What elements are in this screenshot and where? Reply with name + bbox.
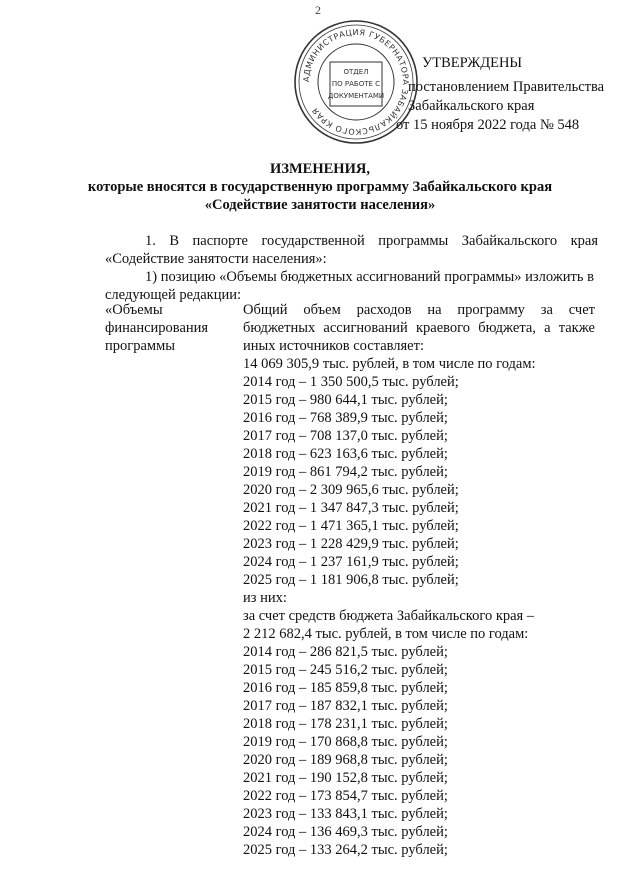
approval-line-2: Забайкальского края bbox=[408, 98, 535, 114]
year-total-row: 2015 год – 980 644,1 тыс. рублей; bbox=[243, 392, 448, 408]
year-total-row: 2025 год – 1 181 906,8 тыс. рублей; bbox=[243, 572, 459, 588]
page-number: 2 bbox=[315, 3, 321, 17]
document-subtitle-1: которые вносятся в государственную программу Забайкальского края bbox=[87, 179, 553, 195]
year-regional-row: 2020 год – 189 968,8 тыс. рублей; bbox=[243, 752, 448, 768]
funding-intro: Общий объем расходов на программу за счет бюджетных ассигнований краевого бюджета, а также иных источников составляет: bbox=[243, 302, 595, 354]
year-regional-row: 2019 год – 170 868,8 тыс. рублей; bbox=[243, 734, 448, 750]
year-regional-row: 2017 год – 187 832,1 тыс. рублей; bbox=[243, 698, 448, 714]
year-regional-row: 2025 год – 133 264,2 тыс. рублей; bbox=[243, 842, 448, 858]
funding-total: 14 069 305,9 тыс. рублей, в том числе по годам: bbox=[243, 356, 536, 372]
year-regional-row: 2015 год – 245 516,2 тыс. рублей; bbox=[243, 662, 448, 678]
table-label-line: «Объемы bbox=[105, 302, 163, 318]
approval-line-1: постановлением Правительства bbox=[408, 79, 605, 95]
year-regional-row: 2024 год – 136 469,3 тыс. рублей; bbox=[243, 824, 448, 840]
approval-title: УТВЕРЖДЕНЫ bbox=[422, 55, 523, 71]
of-them-label: из них: bbox=[243, 590, 287, 606]
table-label-column bbox=[105, 301, 240, 355]
year-regional-row: 2023 год – 133 843,1 тыс. рублей; bbox=[243, 806, 448, 822]
year-total-row: 2018 год – 623 163,6 тыс. рублей; bbox=[243, 446, 448, 462]
document-title: ИЗМЕНЕНИЯ, bbox=[270, 161, 370, 177]
year-regional-row: 2016 год – 185 859,8 тыс. рублей; bbox=[243, 680, 448, 696]
approval-line-3: от 15 ноября 2022 года № 548 bbox=[396, 117, 580, 133]
year-regional-row: 2022 год – 173 854,7 тыс. рублей; bbox=[243, 788, 448, 804]
year-total-row: 2021 год – 1 347 847,3 тыс. рублей; bbox=[243, 500, 459, 516]
year-total-row: 2023 год – 1 228 429,9 тыс. рублей; bbox=[243, 536, 459, 552]
year-total-row: 2022 год – 1 471 365,1 тыс. рублей; bbox=[243, 518, 459, 534]
year-total-row: 2016 год – 768 389,9 тыс. рублей; bbox=[243, 410, 448, 426]
stamp-line-1: ОТДЕЛ bbox=[343, 68, 369, 76]
stamp-line-2: ПО РАБОТЕ С bbox=[331, 80, 381, 88]
regional-budget-line-2: 2 212 682,4 тыс. рублей, в том числе по годам: bbox=[243, 626, 529, 642]
table-value-column bbox=[243, 301, 595, 859]
stamp-line-3: ДОКУМЕНТАМИ bbox=[327, 92, 385, 100]
year-total-row: 2017 год – 708 137,0 тыс. рублей; bbox=[243, 428, 448, 444]
year-total-row: 2020 год – 2 309 965,6 тыс. рублей; bbox=[243, 482, 459, 498]
stamp-ring-text: АДМИНИСТРАЦИЯ ГУБЕРНАТОРА ЗАБАЙКАЛЬСКОГО КРАЯ bbox=[301, 27, 411, 137]
paragraph-2: 1) позицию «Объемы бюджетных ассигнований программы» изложить в следующей редакции: bbox=[105, 269, 594, 303]
year-regional-row: 2018 год – 178 231,1 тыс. рублей; bbox=[243, 716, 448, 732]
year-regional-row: 2021 год – 190 152,8 тыс. рублей; bbox=[243, 770, 448, 786]
year-total-row: 2019 год – 861 794,2 тыс. рублей; bbox=[243, 464, 448, 480]
table-label-line: финансирования bbox=[105, 320, 209, 336]
year-total-row: 2014 год – 1 350 500,5 тыс. рублей; bbox=[243, 374, 459, 390]
document-subtitle-2: «Содействие занятости населения» bbox=[204, 197, 436, 213]
year-regional-row: 2014 год – 286 821,5 тыс. рублей; bbox=[243, 644, 448, 660]
paragraph-1: 1. В паспорте государственной программы Забайкальского края «Содействие занятости населения»: bbox=[105, 233, 598, 267]
year-total-row: 2024 год – 1 237 161,9 тыс. рублей; bbox=[243, 554, 459, 570]
table-label-line: программы bbox=[105, 338, 175, 354]
regional-budget-line-1: за счет средств бюджета Забайкальского края – bbox=[243, 608, 535, 624]
